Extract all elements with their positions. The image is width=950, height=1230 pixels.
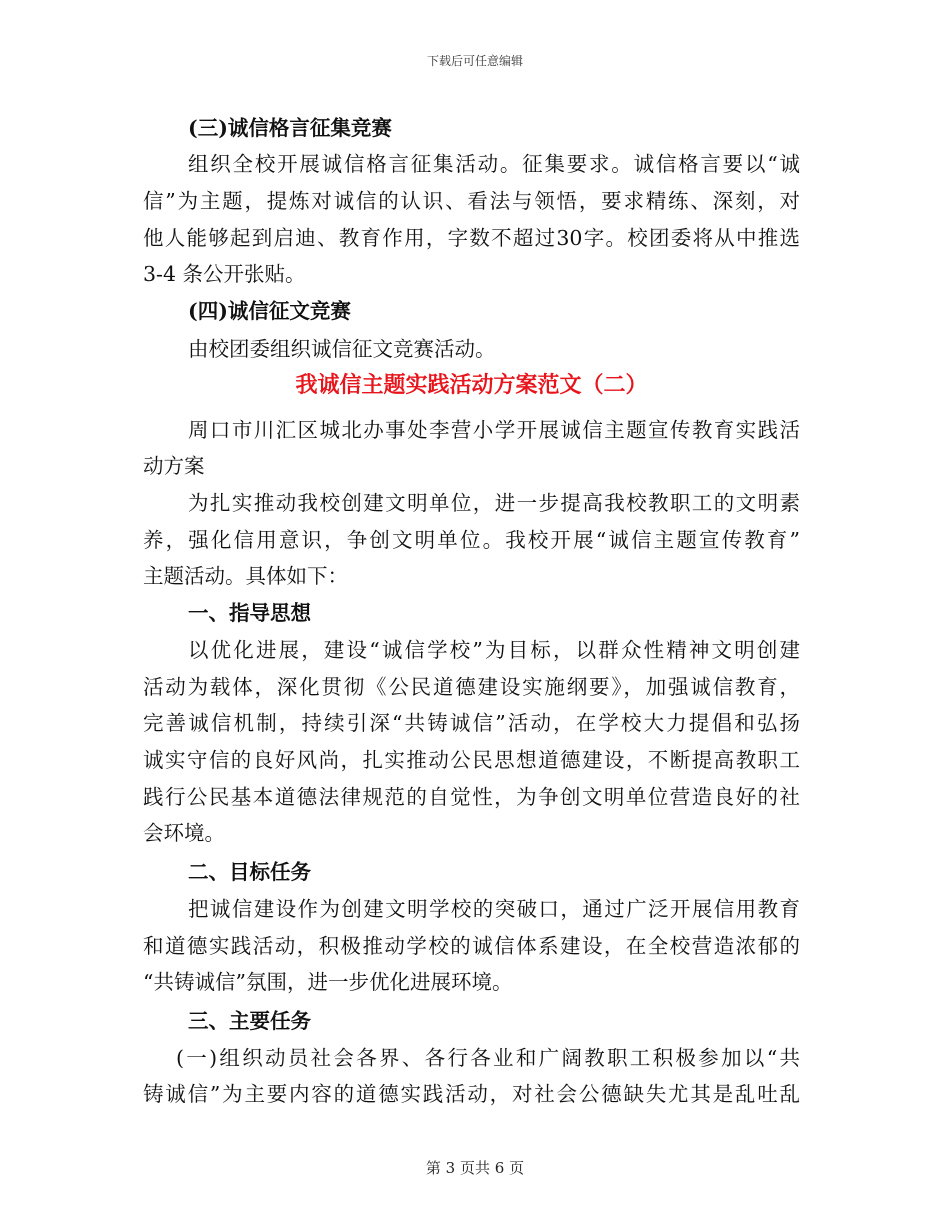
paragraph-line: 周口市川汇区城北办事处李营小学开展诚信主题宣传教育实践活	[188, 418, 800, 442]
paragraph-line: 他人能够起到启迪、教育作用，字数不超过30字。校团委将从中推选	[143, 226, 800, 250]
section-heading: (四)诚信征文竞赛	[188, 299, 351, 323]
page-footer: 第 3 页共 6 页	[425, 1159, 525, 1177]
paragraph-line: 以优化进展，建设“诚信学校”为目标，以群众性精神文明创建	[188, 638, 800, 662]
paragraph-line: 为扎实推动我校创建文明单位，进一步提高我校教职工的文明素	[188, 491, 800, 515]
document-title: 我诚信主题实践活动方案范文（二）	[295, 372, 648, 398]
paragraph-line: 由校团委组织诚信征文竞赛活动。	[188, 337, 496, 361]
paragraph-line: 会环境。	[143, 821, 225, 845]
paragraph-line: 践行公民基本道德法律规范的自觉性，为争创文明单位营造良好的社	[143, 785, 800, 809]
paragraph-line: 动方案	[143, 454, 205, 478]
paragraph-line: 和道德实践活动，积极推动学校的诚信体系建设，在全校营造浓郁的	[143, 934, 800, 958]
paragraph-line: 3-4 条公开张贴。	[143, 262, 306, 286]
paragraph-line: 养，强化信用意识，争创文明单位。我校开展“诚信主题宣传教育”	[143, 528, 800, 552]
paragraph-line: 把诚信建设作为创建文明学校的突破口，通过广泛开展信用教育	[188, 897, 800, 921]
paragraph-line: 信”为主题，提炼对诚信的认识、看法与领悟，要求精练、深刻，对	[143, 189, 800, 213]
paragraph-line: (一)组织动员社会各界、各行各业和广阔教职工积极参加以“共	[176, 1046, 800, 1070]
section-heading: 一、指导思想	[188, 601, 311, 625]
paragraph-line: 组织全校开展诚信格言征集活动。征集要求。诚信格言要以“诚	[188, 152, 800, 176]
paragraph-line: 活动为载体，深化贯彻《公民道德建设实施纲要》，加强诚信教育，	[143, 675, 800, 699]
section-heading: 三、主要任务	[188, 1009, 311, 1033]
paragraph-line: “共铸诚信”氛围，进一步优化进展环境。	[143, 970, 513, 994]
section-heading: 二、目标任务	[188, 860, 311, 884]
paragraph-line: 铸诚信”为主要内容的道德实践活动，对社会公德缺失尤其是乱吐乱	[143, 1082, 800, 1106]
paragraph-line: 诚实守信的良好风尚，扎实推动公民思想道德建设，不断提高教职工	[143, 748, 800, 772]
page-header: 下载后可任意编辑	[426, 54, 523, 68]
section-heading: (三)诚信格言征集竞赛	[188, 116, 392, 140]
paragraph-line: 主题活动。具体如下：	[143, 564, 348, 588]
paragraph-line: 完善诚信机制，持续引深“共铸诚信”活动，在学校大力提倡和弘扬	[143, 711, 800, 735]
